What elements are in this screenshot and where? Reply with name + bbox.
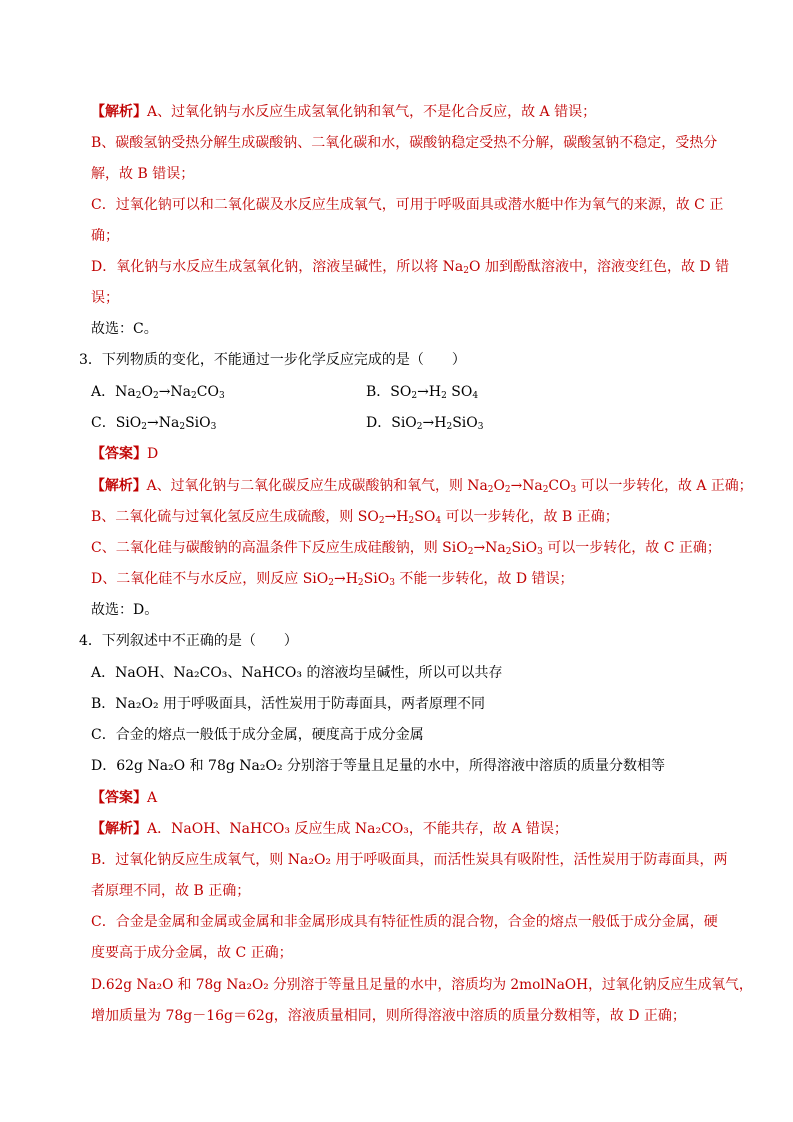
q3-analysis-a: 【解析】A、过氧化钠与二氧化碳反应生成碳酸钠和氧气，则 $Na_2O_2\to Na_2CO_3$ 可以一步转化，故 A 正确； xyxy=(91,478,753,495)
q3-option-b: B．$SO_2\to H_2$ $SO_4$ xyxy=(366,384,479,401)
q2-analysis-c-line1: C．过氧化钠可以和二氧化碳及水反应生成氧气，可用于呼吸面具或潜水艇中作为氧气的来源，故 C 正 xyxy=(91,197,724,213)
q4-analysis-a: 【解析】A．NaOH、NaHCO₃ 反应生成 Na₂CO₃，不能共存，故 A 错误； xyxy=(91,821,568,837)
q3-answer: 【答案】D xyxy=(91,446,159,462)
q3-option-d: D．$SiO_2\to H_2SiO_3$ xyxy=(366,415,484,432)
q2-analysis-d-line2: 误； xyxy=(91,290,119,306)
q4-answer: 【答案】A xyxy=(91,790,158,806)
q4-analysis-b-line2: 者原理不同，故 B 正确； xyxy=(91,883,251,899)
q2-analysis-d-line1: D．氧化钠与水反应生成氢氧化钠，溶液呈碱性，所以将 $Na_2O$ 加到酚酞溶液中，溶液变红色，故 D 错 xyxy=(91,259,730,276)
q4-analysis-d-line1: D.62g Na₂O 和 78g Na₂O₂ 分别溶于等量且足量的水中，溶质均为 2molNaOH，过氧化钠反应生成氧气， xyxy=(91,977,753,993)
q2-analysis-b-line1: B、碳酸氢钠受热分解生成碳酸钠、二氧化碳和水，碳酸钠稳定受热不分解，碳酸氢钠不稳定，受热分 xyxy=(91,135,718,151)
q3-stem: 3．下列物质的变化，不能通过一步化学反应完成的是（ ） xyxy=(79,352,466,368)
q4-option-b: B．Na₂O₂ 用于呼吸面具，活性炭用于防毒面具，两者原理不同 xyxy=(91,696,486,712)
q3-option-c: C．$SiO_2\to Na_2SiO_3$ xyxy=(91,415,217,432)
q4-option-c: C．合金的熔点一般低于成分金属，硬度高于成分金属 xyxy=(91,727,424,743)
q4-option-a: A．NaOH、Na₂CO₃、NaHCO₃ 的溶液均呈碱性，所以可以共存 xyxy=(91,665,503,681)
q4-analysis-c-line1: C．合金是金属和金属或金属和非金属形成具有特征性质的混合物，合金的熔点一般低于成分金属，硬 xyxy=(91,914,718,930)
q4-analysis-c-line2: 度要高于成分金属，故 C 正确； xyxy=(91,945,293,961)
q3-analysis-b: B、二氧化硫与过氧化氢反应生成硫酸，则 $SO_2\to H_2SO_4$ 可以一步转化，故 B 正确； xyxy=(91,509,619,526)
q4-analysis-b-line1: B．过氧化钠反应生成氧气，则 Na₂O₂ 用于呼吸面具，而活性炭具有吸附性，活性炭用于防毒面具，两 xyxy=(91,852,728,868)
q2-conclusion: 故选：C。 xyxy=(91,321,158,337)
q4-stem: 4．下列叙述中不正确的是（ ） xyxy=(79,633,298,649)
q4-option-d: D．62g Na₂O 和 78g Na₂O₂ 分别溶于等量且足量的水中，所得溶液中溶质的质量分数相等 xyxy=(91,758,666,774)
q2-analysis-tag: 【解析】 xyxy=(91,104,147,120)
q3-option-a: A．$Na_2O_2\to Na_2CO_3$ xyxy=(91,384,225,401)
q3-analysis-d: D、二氧化硅不与水反应，则反应 $SiO_2\to H_2SiO_3$ 不能一步转化，故 D 错误； xyxy=(91,571,574,588)
q2-analysis-a: 【解析】A、过氧化钠与水反应生成氢氧化钠和氧气，不是化合反应，故 A 错误； xyxy=(91,104,597,120)
q3-analysis-c: C、二氧化硅与碳酸钠的高温条件下反应生成硅酸钠，则 $SiO_2\to Na_2SiO_3$ 可以一步转化，故 C 正确； xyxy=(91,540,721,557)
q2-analysis-b-line2: 解，故 B 错误； xyxy=(91,166,195,182)
q4-analysis-d-line2: 增加质量为 78g－16g＝62g，溶液质量相同，则所得溶液中溶质的质量分数相等，故 D 正确； xyxy=(91,1008,686,1024)
q2-analysis-c-line2: 确； xyxy=(91,228,119,244)
q3-conclusion: 故选：D。 xyxy=(91,602,159,618)
